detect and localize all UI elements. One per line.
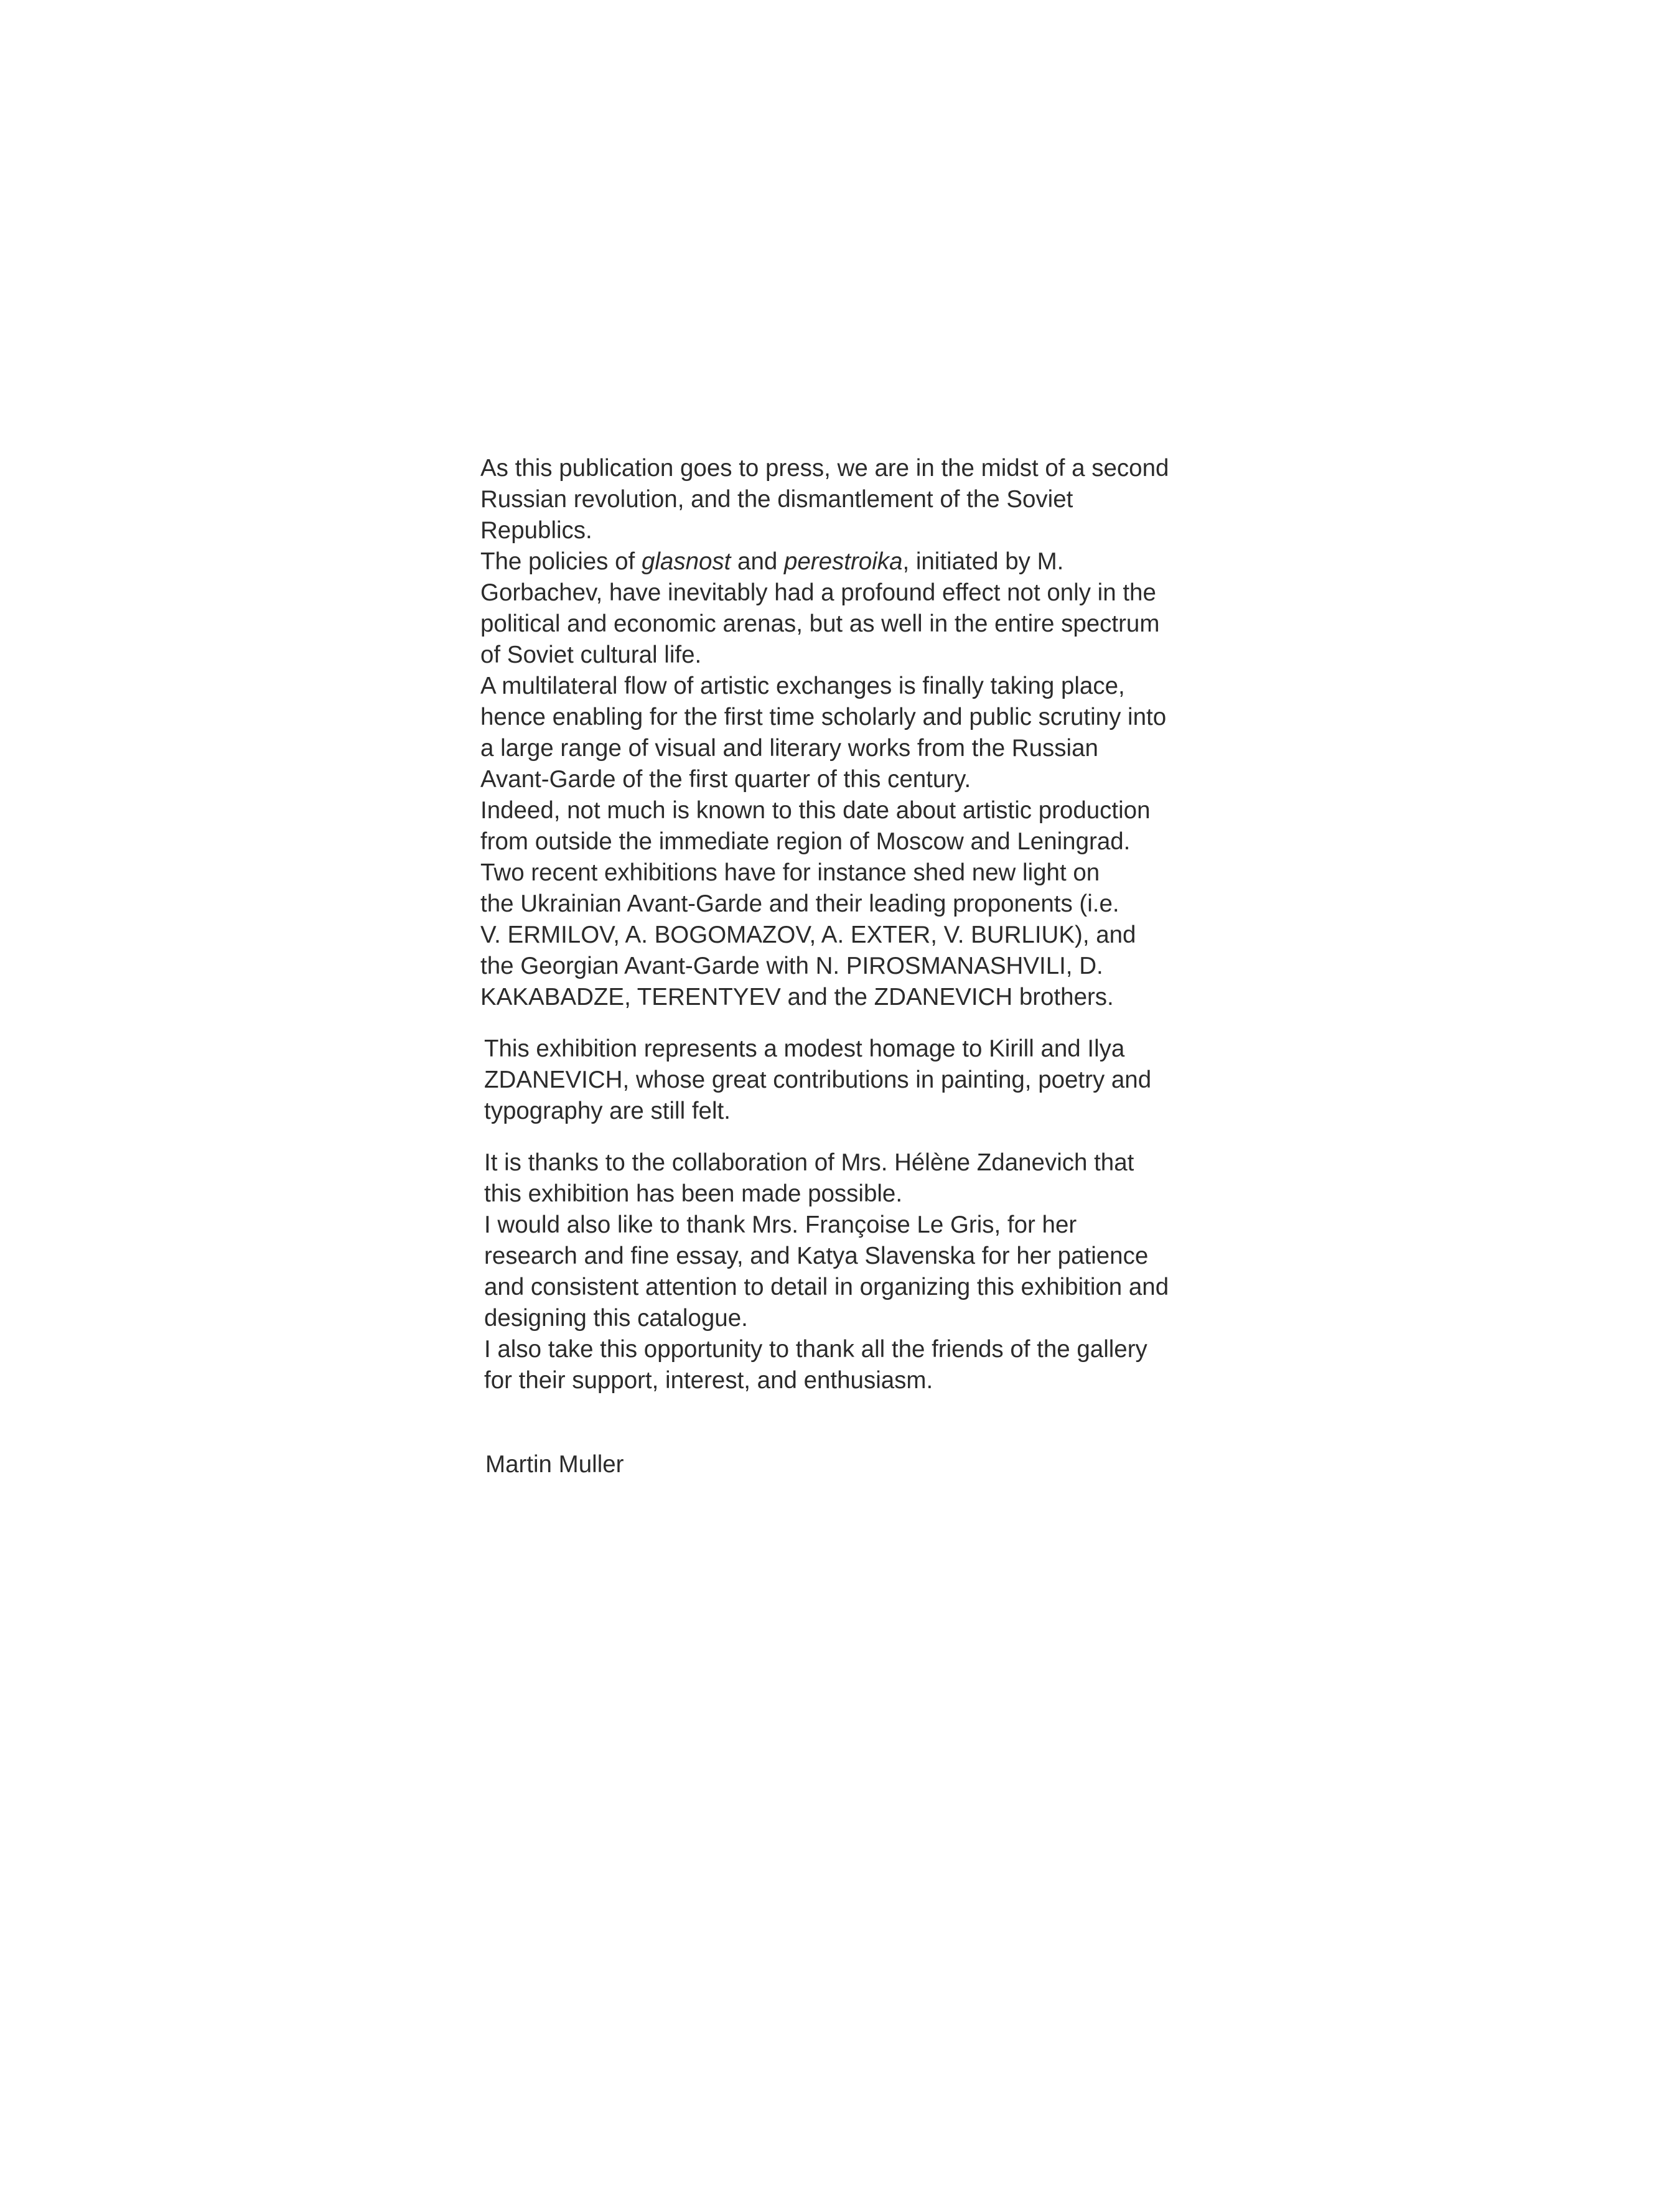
text-line: Republics. xyxy=(480,517,592,544)
text-line: this exhibition has been made possible. xyxy=(484,1180,903,1207)
text-line: research and fine essay, and Katya Slavenska for her patience xyxy=(484,1243,1149,1269)
text-line: typography are still felt. xyxy=(484,1098,731,1124)
paragraph-gap xyxy=(480,1013,1227,1034)
text-line: and consistent attention to detail in organizing this exhibition and xyxy=(484,1274,1169,1300)
text-line: V. ERMILOV, A. BOGOMAZOV, A. EXTER, V. BURLIUK), and xyxy=(480,922,1136,948)
italic-term-glasnost: glasnost xyxy=(641,548,731,575)
text-line: As this publication goes to press, we are in the midst of a second xyxy=(480,455,1169,482)
italic-term-perestroika: perestroika xyxy=(783,548,903,575)
text-line: Russian revolution, and the dismantlement of the Soviet xyxy=(480,486,1073,513)
text-line: for their support, interest, and enthusiasm. xyxy=(484,1367,933,1394)
text-run: The policies of xyxy=(480,548,642,575)
text-run: , initiated by M. xyxy=(902,548,1064,575)
paragraph-gap xyxy=(480,1127,1227,1147)
text-line: This exhibition represents a modest homage to Kirill and Ilya xyxy=(484,1035,1125,1062)
text-line: Gorbachev, have inevitably had a profound effect not only in the xyxy=(480,579,1156,606)
text-line: KAKABADZE, TERENTYEV and the ZDANEVICH brothers. xyxy=(480,984,1114,1010)
text-line-glasnost xyxy=(480,546,1227,577)
text-run: and xyxy=(731,548,784,575)
text-line: ZDANEVICH, whose great contributions in painting, poetry and xyxy=(484,1066,1152,1093)
text-line: Indeed, not much is known to this date about artistic production xyxy=(480,797,1151,824)
text-line: It is thanks to the collaboration of Mrs. Hélène Zdanevich that xyxy=(484,1149,1134,1176)
signature: Martin Muller xyxy=(485,1451,624,1478)
text-line: political and economic arenas, but as well in the entire spectrum xyxy=(480,610,1160,637)
text-line: A multilateral flow of artistic exchanges is finally taking place, xyxy=(480,673,1125,699)
text-line: I also take this opportunity to thank all the friends of the gallery xyxy=(484,1336,1147,1363)
paragraph-gap xyxy=(480,1396,1227,1449)
text-line: Two recent exhibitions have for instance shed new light on xyxy=(480,859,1100,886)
letter-body xyxy=(480,453,1227,1480)
text-line: I would also like to thank Mrs. Françoise Le Gris, for her xyxy=(484,1211,1077,1238)
text-line: Avant-Garde of the first quarter of this century. xyxy=(480,766,971,793)
text-line: the Ukrainian Avant-Garde and their leading proponents (i.e. xyxy=(480,890,1119,917)
text-line: from outside the immediate region of Moscow and Leningrad. xyxy=(480,828,1131,855)
text-line: a large range of visual and literary works from the Russian xyxy=(480,735,1098,762)
text-line: hence enabling for the first time scholarly and public scrutiny into xyxy=(480,704,1167,730)
text-line: designing this catalogue. xyxy=(484,1305,748,1332)
text-line: the Georgian Avant-Garde with N. PIROSMANASHVILI, D. xyxy=(480,953,1103,979)
text-line: of Soviet cultural life. xyxy=(480,642,702,668)
